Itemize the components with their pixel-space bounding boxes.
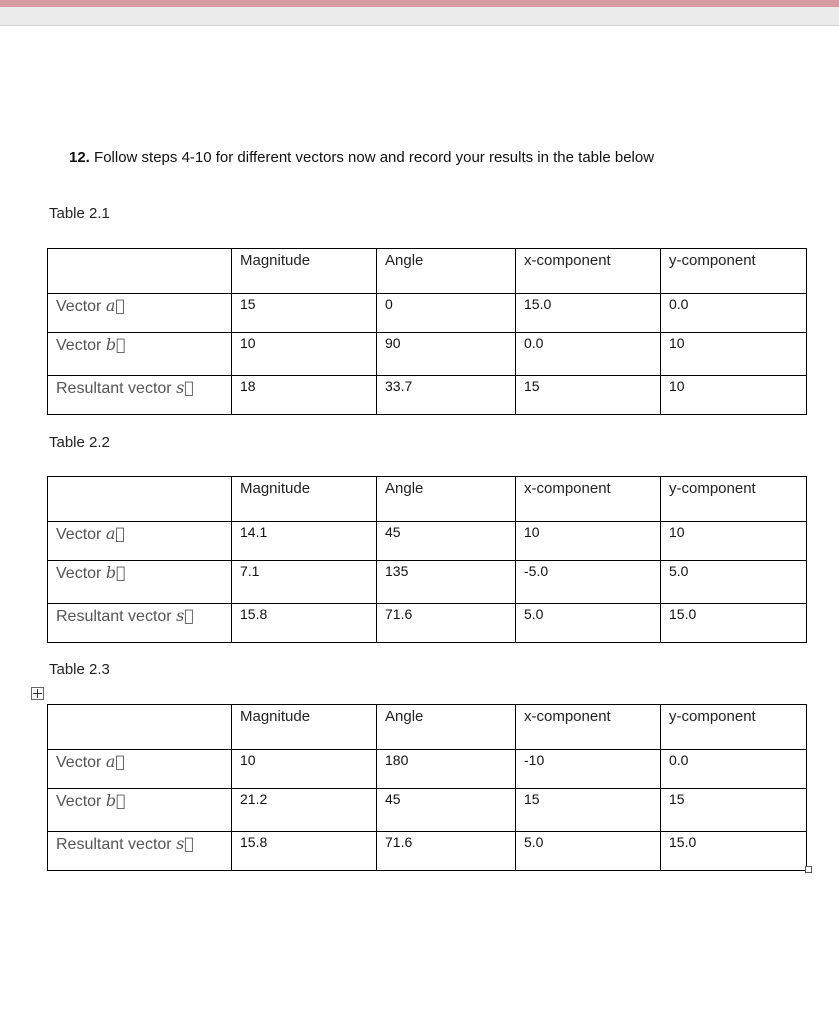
cell-x-component[interactable]: 15 bbox=[516, 376, 661, 415]
cell-angle[interactable]: 0 bbox=[377, 294, 516, 333]
table-caption: Table 2.1 bbox=[49, 205, 110, 222]
table-caption: Table 2.3 bbox=[49, 661, 110, 678]
table-row bbox=[48, 832, 807, 871]
header-cell-empty[interactable] bbox=[48, 477, 232, 522]
cell-magnitude[interactable]: 21.2 bbox=[232, 789, 377, 832]
cell-angle[interactable]: 33.7 bbox=[377, 376, 516, 415]
window-top-bar bbox=[0, 0, 839, 26]
table-caption: Table 2.2 bbox=[49, 434, 110, 451]
vector-table-2-2[interactable] bbox=[47, 476, 807, 643]
header-cell-angle[interactable]: Angle bbox=[377, 477, 516, 522]
row-label-resultant[interactable]: Resultant vector s⃗ bbox=[48, 604, 232, 643]
cell-y-component[interactable]: 15.0 bbox=[661, 604, 807, 643]
cell-x-component[interactable]: 5.0 bbox=[516, 604, 661, 643]
cell-angle[interactable]: 71.6 bbox=[377, 604, 516, 643]
cell-magnitude[interactable]: 15.8 bbox=[232, 832, 377, 871]
row-label-resultant[interactable]: Resultant vector s⃗ bbox=[48, 832, 232, 871]
table-header-row bbox=[48, 477, 807, 522]
instruction-number: 12. bbox=[69, 149, 90, 166]
cell-x-component[interactable]: 15.0 bbox=[516, 294, 661, 333]
header-cell-y-component[interactable]: y-component bbox=[661, 705, 807, 750]
cell-magnitude[interactable]: 15 bbox=[232, 294, 377, 333]
table-row bbox=[48, 750, 807, 789]
header-cell-y-component[interactable]: y-component bbox=[661, 249, 807, 294]
cell-x-component[interactable]: 10 bbox=[516, 522, 661, 561]
cell-y-component[interactable]: 15 bbox=[661, 789, 807, 832]
cell-y-component[interactable]: 0.0 bbox=[661, 294, 807, 333]
cell-magnitude[interactable]: 10 bbox=[232, 333, 377, 376]
table-row bbox=[48, 333, 807, 376]
header-cell-magnitude[interactable]: Magnitude bbox=[232, 249, 377, 294]
cell-angle[interactable]: 135 bbox=[377, 561, 516, 604]
header-cell-angle[interactable]: Angle bbox=[377, 705, 516, 750]
cell-y-component[interactable]: 5.0 bbox=[661, 561, 807, 604]
row-label-vector-b[interactable]: Vector b⃗ bbox=[48, 333, 232, 376]
cell-angle[interactable]: 71.6 bbox=[377, 832, 516, 871]
row-label-vector-a[interactable]: Vector a⃗ bbox=[48, 522, 232, 561]
cell-x-component[interactable]: 15 bbox=[516, 789, 661, 832]
header-cell-x-component[interactable]: x-component bbox=[516, 249, 661, 294]
instruction-text bbox=[69, 149, 654, 166]
header-cell-x-component[interactable]: x-component bbox=[516, 477, 661, 522]
header-cell-empty[interactable] bbox=[48, 249, 232, 294]
cell-magnitude[interactable]: 10 bbox=[232, 750, 377, 789]
table-header-row bbox=[48, 249, 807, 294]
cell-magnitude[interactable]: 14.1 bbox=[232, 522, 377, 561]
cell-y-component[interactable]: 10 bbox=[661, 376, 807, 415]
table-move-handle-icon[interactable] bbox=[31, 687, 44, 700]
cell-magnitude[interactable]: 7.1 bbox=[232, 561, 377, 604]
cell-x-component[interactable]: 5.0 bbox=[516, 832, 661, 871]
row-label-resultant[interactable]: Resultant vector s⃗ bbox=[48, 376, 232, 415]
cell-angle[interactable]: 90 bbox=[377, 333, 516, 376]
header-cell-magnitude[interactable]: Magnitude bbox=[232, 477, 377, 522]
vector-table-2-3[interactable] bbox=[47, 704, 807, 871]
row-label-vector-a[interactable]: Vector a⃗ bbox=[48, 750, 232, 789]
cell-y-component[interactable]: 10 bbox=[661, 522, 807, 561]
table-header-row bbox=[48, 705, 807, 750]
header-cell-empty[interactable] bbox=[48, 705, 232, 750]
top-accent-strip bbox=[0, 0, 839, 7]
table-row bbox=[48, 294, 807, 333]
cell-magnitude[interactable]: 15.8 bbox=[232, 604, 377, 643]
cell-angle[interactable]: 45 bbox=[377, 789, 516, 832]
cell-angle[interactable]: 180 bbox=[377, 750, 516, 789]
header-cell-y-component[interactable]: y-component bbox=[661, 477, 807, 522]
cell-y-component[interactable]: 0.0 bbox=[661, 750, 807, 789]
row-label-vector-b[interactable]: Vector b⃗ bbox=[48, 789, 232, 832]
cell-x-component[interactable]: -10 bbox=[516, 750, 661, 789]
cell-y-component[interactable]: 15.0 bbox=[661, 832, 807, 871]
cell-magnitude[interactable]: 18 bbox=[232, 376, 377, 415]
cell-angle[interactable]: 45 bbox=[377, 522, 516, 561]
table-row bbox=[48, 522, 807, 561]
table-row bbox=[48, 561, 807, 604]
vector-table-2-1[interactable] bbox=[47, 248, 807, 415]
header-cell-x-component[interactable]: x-component bbox=[516, 705, 661, 750]
table-row bbox=[48, 376, 807, 415]
table-row bbox=[48, 789, 807, 832]
row-label-vector-a[interactable]: Vector a⃗ bbox=[48, 294, 232, 333]
header-cell-angle[interactable]: Angle bbox=[377, 249, 516, 294]
row-label-vector-b[interactable]: Vector b⃗ bbox=[48, 561, 232, 604]
cell-x-component[interactable]: -5.0 bbox=[516, 561, 661, 604]
instruction-body: Follow steps 4-10 for different vectors now and record your results in the table below bbox=[94, 149, 655, 166]
table-row bbox=[48, 604, 807, 643]
header-cell-magnitude[interactable]: Magnitude bbox=[232, 705, 377, 750]
cell-x-component[interactable]: 0.0 bbox=[516, 333, 661, 376]
table-resize-handle-icon[interactable] bbox=[805, 866, 812, 873]
cell-y-component[interactable]: 10 bbox=[661, 333, 807, 376]
